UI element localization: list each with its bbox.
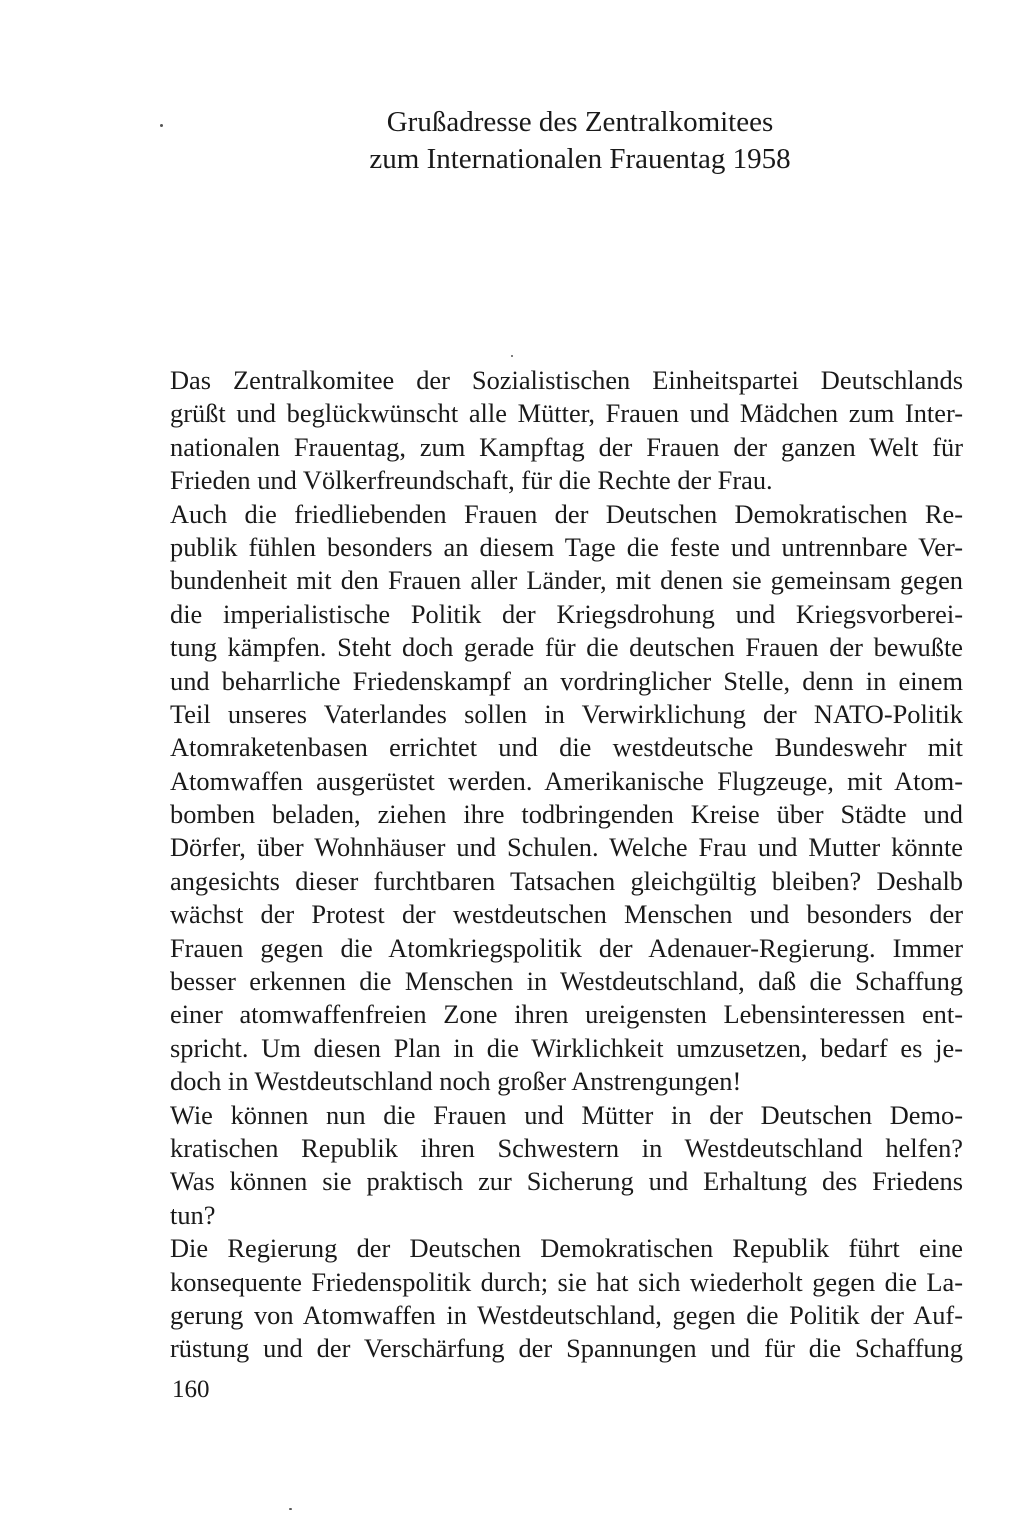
text-line: nationalen Frauentag, zum Kampftag der Frauen der ganzen Welt für [170, 431, 963, 462]
text-line: doch in Westdeutschland noch großer Anstrengungen! [170, 1066, 742, 1097]
print-speck [511, 355, 513, 357]
text-line: Auch die friedliebenden Frauen der Deutschen Demokratischen Re- [170, 498, 963, 529]
text-line: grüßt und beglückwünscht alle Mütter, Frauen und Mädchen zum Inter- [170, 398, 963, 429]
text-line: wächst der Protest der westdeutschen Menschen und besonders der [170, 899, 963, 930]
page-number: 160 [172, 1376, 210, 1403]
text-line: einer atomwaffenfreien Zone ihren ureigensten Lebensinteressen ent- [170, 999, 963, 1030]
print-speck [289, 1508, 292, 1510]
text-line: Wie können nun die Frauen und Mütter in der Deutschen Demo- [170, 1099, 963, 1130]
text-line: Atomwaffen ausgerüstet werden. Amerikanische Flugzeuge, mit Atom- [170, 765, 963, 796]
title-line-1: Grußadresse des Zentralkomitees [386, 106, 774, 138]
text-line: bundenheit mit den Frauen aller Länder, mit denen sie gemeinsam gegen [170, 565, 963, 596]
body-text [170, 364, 963, 1366]
text-line: und beharrliche Friedenskampf an vordringlicher Stelle, denn in einem [170, 665, 963, 696]
text-line: publik fühlen besonders an diesem Tage die feste und untrennbare Ver- [170, 531, 963, 562]
text-line: tun? [170, 1199, 216, 1230]
text-line: Frieden und Völkerfreundschaft, für die Rechte der Frau. [170, 465, 773, 496]
text-line: Frauen gegen die Atomkriegspolitik der Adenauer-Regierung. Immer [170, 932, 963, 963]
paragraph-1 [170, 364, 963, 498]
paragraph-2 [170, 498, 963, 1099]
text-line: Atomraketenbasen errichtet und die westdeutsche Bundeswehr mit [170, 732, 963, 763]
text-line: bomben beladen, ziehen ihre todbringenden Kreise über Städte und [170, 799, 963, 830]
text-line: angesichts dieser furchtbaren Tatsachen gleichgültig bleiben? Deshalb [170, 865, 963, 896]
text-line: tung kämpfen. Steht doch gerade für die deutschen Frauen der bewußte [170, 632, 963, 663]
text-line: konsequente Friedenspolitik durch; sie hat sich wiederholt gegen die La- [170, 1266, 963, 1297]
text-line: kratischen Republik ihren Schwestern in Westdeutschland helfen? [170, 1132, 963, 1163]
text-line: Dörfer, über Wohnhäuser und Schulen. Welche Frau und Mutter könnte [170, 832, 963, 863]
paragraph-4 [170, 1232, 963, 1366]
print-speck [160, 124, 163, 127]
document-title [200, 104, 960, 178]
text-line: Was können sie praktisch zur Sicherung und Erhaltung des Friedens [170, 1166, 963, 1197]
text-line: rüstung und der Verschärfung der Spannungen und für die Schaffung [170, 1333, 963, 1364]
text-line: Die Regierung der Deutschen Demokratischen Republik führt eine [170, 1233, 963, 1264]
paragraph-3 [170, 1099, 963, 1233]
text-line: spricht. Um diesen Plan in die Wirklichkeit umzusetzen, bedarf es je- [170, 1032, 963, 1063]
text-line: Das Zentralkomitee der Sozialistischen Einheitspartei Deutschlands [170, 365, 963, 395]
title-line-2: zum Internationalen Frauentag 1958 [369, 143, 791, 175]
text-line: besser erkennen die Menschen in Westdeutschland, daß die Schaffung [170, 966, 963, 997]
text-line: gerung von Atomwaffen in Westdeutschland, gegen die Politik der Auf- [170, 1299, 963, 1330]
text-line: die imperialistische Politik der Kriegsdrohung und Kriegsvorberei- [170, 598, 963, 629]
text-line: Teil unseres Vaterlandes sollen in Verwirklichung der NATO-Politik [170, 698, 963, 729]
